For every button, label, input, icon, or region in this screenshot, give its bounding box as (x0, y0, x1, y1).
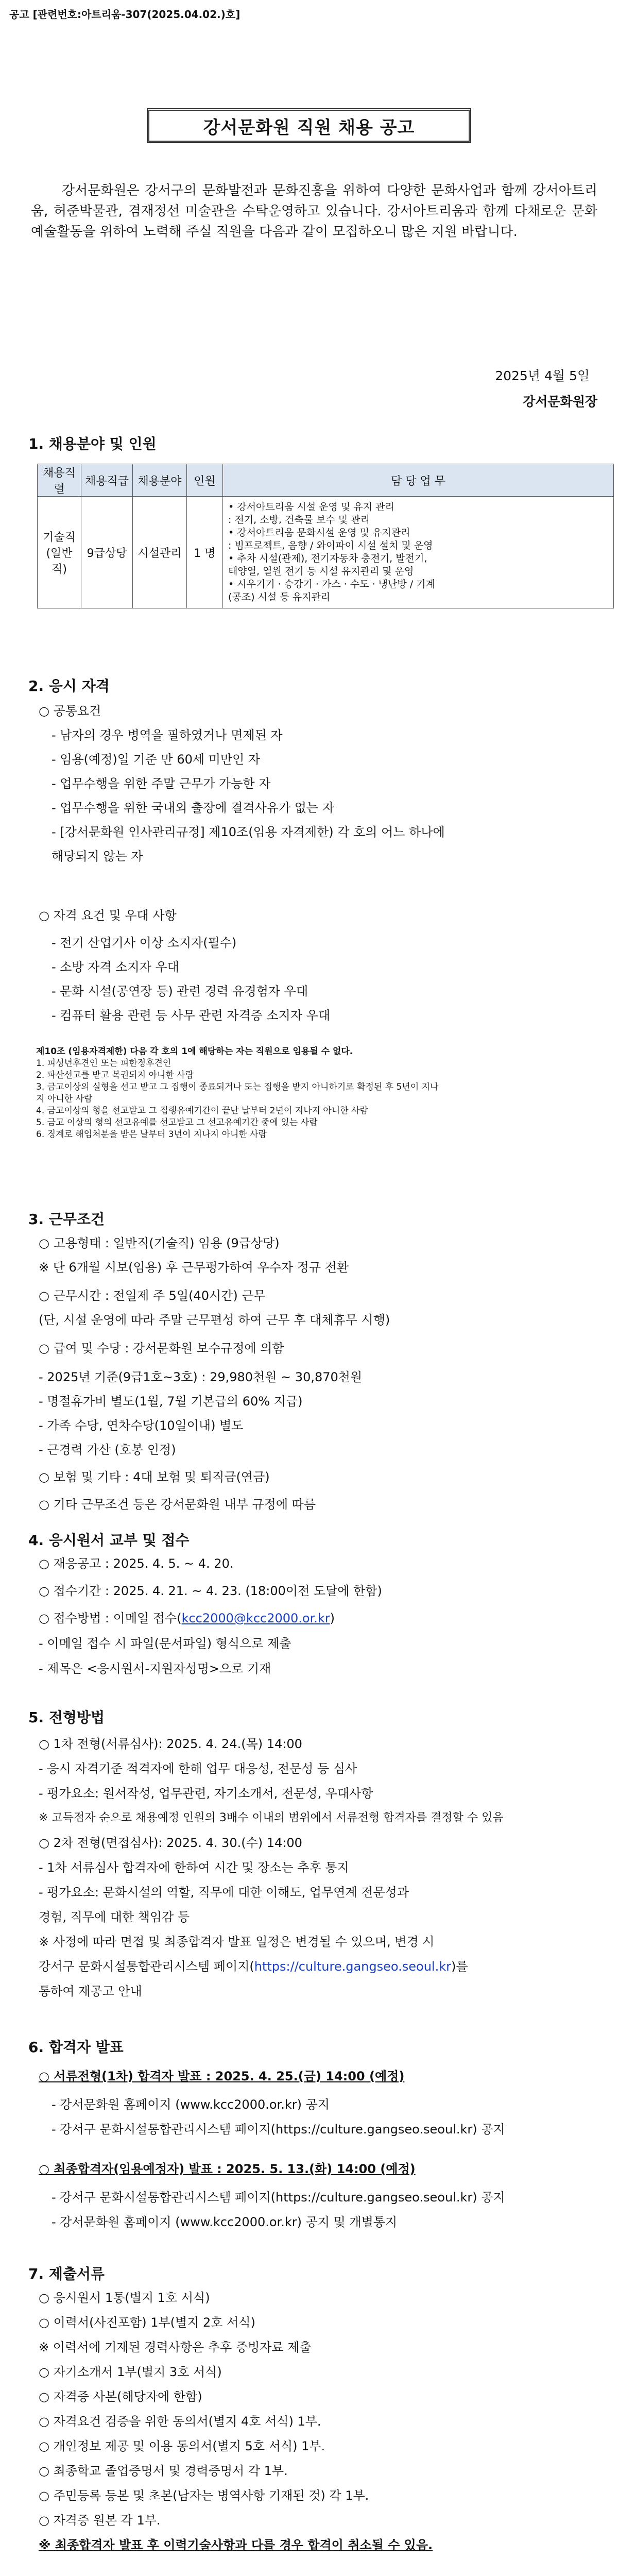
list-item: - 강서문화원 홈페이지 (www.kcc2000.or.kr) 공지 및 개별통지 (52, 2215, 398, 2229)
list-item: - 업무수행을 위한 국내외 출장에 결격사유가 없는 자 (52, 801, 334, 815)
section-6-title: 6. 합격자 발표 (28, 2039, 124, 2056)
list-item: - 가족 수당, 연차수당(10일이내) 별도 (39, 1418, 244, 1433)
list-item: ○ 접수기간 : 2025. 4. 21. ~ 4. 23. (18:00이전 도달에 한함) (39, 1584, 382, 1598)
duty-line: : 전기, 소방, 건축물 보수 및 관리 (228, 514, 370, 526)
note-line: 지 아니한 사람 (36, 1094, 93, 1104)
list-item: ○ 근무시간 : 전일제 주 5일(40시간) 근무 (39, 1289, 266, 1303)
list-item: - 근경력 가산 (호봉 인정) (39, 1443, 176, 1457)
list-item: - 평가요소: 원서작성, 업무관련, 자기소개서, 전문성, 우대사항 (39, 1786, 373, 1801)
cell-duties (223, 497, 614, 608)
list-item: ○ 재응공고 : 2025. 4. 5. ~ 4. 20. (39, 1556, 234, 1571)
list-item: - 명절휴가비 별도(1월, 7월 기본급의 60% 지급) (39, 1394, 303, 1409)
list-item: - [강서문화원 인사관리규정] 제10조(임용 자격제한) 각 호의 어느 하나에 (52, 825, 445, 839)
list-item: ○ 2차 전형(면접심사): 2025. 4. 30.(수) 14:00 (39, 1836, 302, 1850)
list-item: ○ 응시원서 1통(별지 1호 서식) (39, 2291, 210, 2305)
header-field: 채용분야 (133, 464, 187, 497)
list-item: - 업무수행을 위한 주말 근무가 가능한 자 (52, 776, 271, 791)
list-item: ○ 자격증 원본 각 1부. (39, 2513, 161, 2528)
note-line: 3. 금고이상의 실형을 선고 받고 그 집행이 종료되거나 또는 집행을 받지 아니하기로 확정된 후 5년이 지나 (36, 1082, 439, 1092)
email-line (39, 1611, 335, 1626)
cell-series: 기술직(일반직) (38, 497, 81, 608)
list-item: ※ 고득점자 순으로 채용예정 인원의 3배수 이내의 범위에서 서류전형 합격자를 결정할 수 있음 (39, 1811, 504, 1824)
cell-count: 1 명 (187, 497, 223, 608)
cell-grade: 9급상당 (81, 497, 133, 608)
duty-line: • 시우기기 · 승강기 · 가스 · 수도 · 냉난방 / 기계 (228, 579, 435, 590)
list-item: ※ 단 6개월 시보(임용) 후 근무평가하여 우수자 정규 전환 (39, 1260, 349, 1275)
list-item: - 임용(예정)일 기준 만 60세 미만인 자 (52, 752, 261, 767)
list-item: - 강서구 문화시설통합관리시스템 페이지(https://culture.gangseo.seoul.kr) 공지 (52, 2122, 505, 2137)
list-item: ○ 기타 근무조건 등은 강서문화원 내부 규정에 따름 (39, 1497, 316, 1512)
list-item: - 컴퓨터 활용 관련 등 사무 관련 자격증 소지자 우대 (52, 1008, 330, 1023)
list-item: - 1차 서류심사 합격자에 한하여 시간 및 장소는 추후 통지 (39, 1860, 349, 1875)
notice-number: 공고 [관련번호:아트리움-307(2025.04.02.)호] (9, 8, 241, 21)
list-item: ※ 사정에 따라 면접 및 최종합격자 발표 일정은 변경될 수 있으며, 변경 시 (39, 1935, 435, 1949)
list-item: - 평가요소: 문화시설의 역할, 직무에 대한 이해도, 업무연계 전문성과 (39, 1885, 409, 1900)
header-count: 인원 (187, 464, 223, 497)
list-item: - 2025년 기준(9급1호~3호) : 29,980천원 ~ 30,870천원 (39, 1370, 363, 1384)
url-close: )를 (451, 1959, 468, 1974)
email-close: ) (330, 1611, 335, 1625)
duty-line: 태양열, 열원 전기 등 시설 유지관리 및 운영 (228, 566, 414, 577)
url-line (39, 1959, 468, 1974)
list-item: ○ 최종학교 졸업증명서 및 경력증명서 각 1부. (39, 2464, 288, 2478)
announcement-date: 2025년 4월 5일 (495, 368, 590, 383)
list-item: (단, 시설 운영에 따라 주말 근무편성 하여 근무 후 대체휴무 시행) (39, 1313, 390, 1327)
list-item: - 전기 산업기사 이상 소지자(필수) (52, 936, 237, 950)
duty-line: : 빔프로젝트, 음향 / 와이파이 시설 설치 및 운영 (228, 540, 433, 551)
list-item: 경험, 직무에 대한 책임감 등 (39, 1910, 190, 1924)
issuer: 강서문화원장 (523, 394, 597, 409)
note-line: 4. 금고이상의 형을 선고받고 그 집행유예기간이 끝난 날부터 2년이 지나지 아니한 사람 (36, 1106, 368, 1116)
header-duties: 담 당 업 무 (223, 464, 614, 497)
list-item: - 제목은 <응시원서-지원자성명>으로 기재 (39, 1662, 271, 1676)
list-item: ○ 보험 및 기타 : 4대 보험 및 퇴직금(연금) (39, 1470, 270, 1484)
recruitment-table (37, 464, 614, 608)
note-line: 6. 징계로 해임처분을 받은 날부터 3년이 지나지 아니한 사람 (36, 1129, 267, 1140)
list-item: - 응시 자격기준 적격자에 한해 업무 대응성, 전문성 등 심사 (39, 1761, 357, 1776)
table-row (38, 497, 614, 608)
list-item: - 소방 자격 소지자 우대 (52, 960, 179, 974)
list-item: ○ 자격증 사본(해당자에 한함) (39, 2389, 202, 2404)
section-4-title: 4. 응시원서 교부 및 접수 (28, 1532, 190, 1549)
list-item: - 이메일 접수 시 파일(문서파일) 형식으로 제출 (39, 1636, 291, 1651)
list-item: ○ 자격요건 검증을 위한 동의서(별지 4호 서식) 1부. (39, 2414, 321, 2429)
section-7-title: 7. 제출서류 (28, 2265, 105, 2282)
disqualification-note (36, 1046, 551, 1141)
page-title: 강서문화원 직원 채용 공고 (147, 108, 471, 143)
final-result-announcement: ○ 최종합격자(임용예정자) 발표 : 2025. 5. 13.(화) 14:00 (예정) (39, 2162, 416, 2176)
note-line: 1. 피성년후견인 또는 피한정후견인 (36, 1058, 171, 1069)
list-item: ※ 이력서에 기재된 경력사항은 추후 증빙자료 제출 (39, 2340, 312, 2354)
list-item: ○ 고용형태 : 일반직(기술직) 임용 (9급상당) (39, 1236, 280, 1250)
duty-line: • 추차 시설(관제), 전기자동차 충전기, 발전기, (228, 553, 427, 564)
section-3-title: 3. 근무조건 (28, 1211, 105, 1228)
list-item: - 강서구 문화시설통합관리시스템 페이지(https://culture.gangseo.seoul.kr) 공지 (52, 2190, 505, 2205)
cell-field: 시설관리 (133, 497, 187, 608)
note-line: 5. 금고 이상의 형의 선고유예를 선고받고 그 선고유예기간 중에 있는 사람 (36, 1117, 318, 1128)
list-item: ○ 개인정보 제공 및 이용 동의서(별지 5호 서식) 1부. (39, 2439, 325, 2453)
list-item: 해당되지 않는 자 (52, 849, 143, 863)
qualification-head: ○ 자격 요건 및 우대 사항 (39, 908, 177, 923)
header-grade: 채용직급 (81, 464, 133, 497)
list-item: - 강서문화원 홈페이지 (www.kcc2000.or.kr) 공지 (52, 2097, 330, 2112)
email-label: ○ 접수방법 : 이메일 접수( (39, 1611, 182, 1625)
table-header-row (38, 464, 614, 497)
first-result-announcement: ○ 서류전형(1차) 합격자 발표 : 2025. 4. 25.(금) 14:00 (예정) (39, 2069, 405, 2083)
common-requirements-head: ○ 공통요건 (39, 704, 101, 718)
duty-line: • 강서아트리움 시설 운영 및 유지 관리 (228, 501, 394, 513)
email-link[interactable]: kcc2000@kcc2000.or.kr (181, 1611, 330, 1625)
note-title: 제10조 (임용자격제한) 다음 각 호의 1에 해당하는 자는 직원으로 임용될 수 없다. (36, 1046, 353, 1057)
culture-link[interactable]: https://culture.gangseo.seoul.kr (254, 1959, 451, 1974)
url-label: 강서구 문화시설통합관리시스템 페이지( (39, 1959, 254, 1974)
duty-line: (공조) 시설 등 유지관리 (228, 591, 331, 603)
cancellation-warning: ※ 최종합격자 발표 후 이력기술사항과 다를 경우 합격이 취소될 수 있음. (39, 2538, 433, 2552)
section-5-title: 5. 전형방법 (28, 1709, 105, 1726)
section-1-title: 1. 채용분야 및 인원 (28, 435, 157, 452)
list-item: ○ 이력서(사진포함) 1부(별지 2호 서식) (39, 2315, 255, 2330)
note-line: 2. 파산선고를 받고 복권되지 아니한 사람 (36, 1070, 194, 1080)
list-item: ○ 자기소개서 1부(별지 3호 서식) (39, 2365, 222, 2379)
list-item: - 문화 시설(공연장 등) 관련 경력 유경험자 우대 (52, 984, 308, 998)
list-item: ○ 주민등록 등본 및 초본(남자는 병역사항 기재된 것) 각 1부. (39, 2488, 369, 2503)
list-item: ○ 급여 및 수당 : 강서문화원 보수규정에 의함 (39, 1341, 284, 1355)
header-series: 채용직렬 (38, 464, 81, 497)
list-item: ○ 1차 전형(서류심사): 2025. 4. 24.(목) 14:00 (39, 1737, 302, 1751)
list-item: - 남자의 경우 병역을 필하였거나 면제된 자 (52, 728, 283, 742)
section-2-title: 2. 응시 자격 (28, 677, 110, 694)
list-item: 통하여 재공고 안내 (39, 1984, 142, 1998)
intro-paragraph: 강서문화원은 강서구의 문화발전과 문화진흥을 위하여 다양한 문화사업과 함께 강서아트리움, 허준박물관, 겸재정선 미술관을 수탁운영하고 있습니다. 강서아트리움과 함께 다채로운 문화예술활동을 위하여 노력해 주실 직원을 다음과 같이 모집하오니 많은 지원 바랍니다. (31, 183, 597, 240)
duty-line: • 강서아트리움 문화시설 운영 및 유지관리 (228, 527, 410, 538)
